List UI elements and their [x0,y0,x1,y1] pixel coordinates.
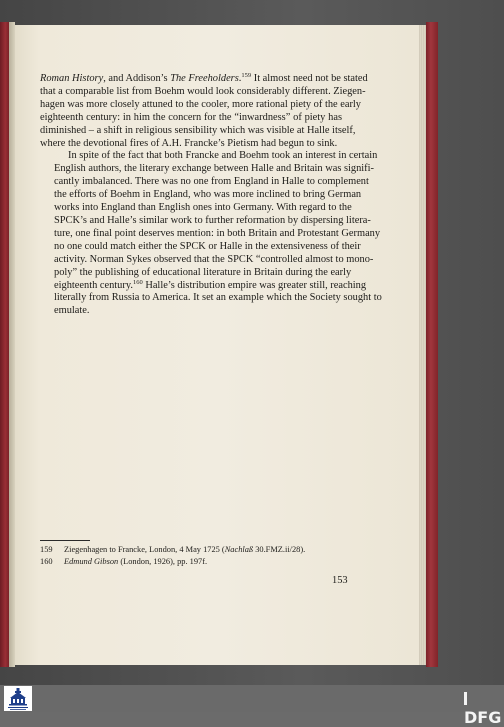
text-run: eighteenth century: in him the concern for the “inwardness” of piety has [40,111,342,123]
text-run: the efforts of Boehm in England, who was more inclined to bring German [54,189,362,201]
text-line [40,253,374,267]
book-spine [0,22,9,667]
italic-text: The Freeholders [170,73,239,84]
body-text [40,72,382,318]
footnote-rule [40,540,90,541]
text-line [40,189,362,202]
italic-text: Nachlaß [224,545,254,554]
paragraph [40,150,382,318]
text-run: hagen was more closely attuned to the cooler, more rational piety of the early [40,98,361,110]
text-line [40,305,342,318]
footnote [40,556,342,568]
text-run: It almost need not be stated [251,73,368,84]
paragraph [40,72,368,150]
text-run: emulate. [54,305,90,317]
text-run: Halle’s distribution empire was greater still, reaching [142,279,367,291]
text-line [40,163,374,176]
footnote-text [64,556,207,568]
franckesche-stiftungen-logo-icon [4,686,32,711]
book-cover-edge [426,22,438,667]
text-run: no one could match either the SPCK or Halle in the extensiveness of their [54,240,361,252]
text-line [40,214,371,228]
footnote [40,544,342,556]
text-run: that a comparable list from Boehm would look considerably different. Ziegen- [40,85,366,97]
text-run: where the devotional fires of A.H. Francke’s Pietism had begun to sink. [40,137,338,149]
footnote-number: 160 [40,557,53,566]
text-line [40,176,369,189]
text-run: , and Addison’s [103,73,171,84]
text-line [40,292,382,305]
italic-text: Edmund Gibson [64,557,119,566]
footnote-marker: 159 [241,72,252,79]
text-run: activity. Norman Sykes observed that the SPCK “controlled almost to mono- [54,253,374,265]
text-run: English authors, the literary exchange between Halle and Britain was signifi- [54,163,374,175]
text-run: In spite of the fact that both Francke and Boehm took an interest in certain [68,150,378,162]
footnote-text [64,544,305,556]
text-run: (London, 1926), pp. 197f. [118,557,208,566]
text-run: Ziegenhagen to Francke, London, 4 May 1725 ( [64,545,225,554]
footnote-marker: 160 [132,278,143,286]
text-line [40,266,352,280]
viewer-bottom-bar [0,685,504,712]
text-line [40,227,381,241]
text-line [40,124,356,138]
text-line [40,150,378,163]
footnote-number: 159 [40,545,53,554]
text-line [40,240,361,254]
footnotes [40,544,342,568]
text-run: eighteenth century. [54,279,133,291]
text-run: 30.FMZ.ii/28). [253,545,306,554]
text-run: ture, one final point deserves mention: in both Britain and Protestant Germany [54,227,381,239]
text-line [40,112,342,125]
page-edges [418,25,426,665]
text-line [40,278,367,293]
dfg-logo: DFG [464,689,504,727]
text-run: SPCK’s and Halle’s similar work to further reformation by dispersing litera- [54,214,371,226]
text-line [40,202,352,215]
text-line [40,72,368,86]
text-run: . [238,73,242,84]
text-line [40,85,366,99]
text-run: cantly imbalanced. There was no one from England in Halle to complement [54,176,369,188]
text-line [40,98,361,112]
italic-text: Roman History [40,73,104,84]
text-run: literally from Russia to America. It set an example which the Society sought to [54,292,382,304]
text-line [40,138,342,151]
text-run: diminished – a shift in religious sensibility which was visible at Halle itself, [40,124,356,136]
text-run: poly” the publishing of educational literature in Britain during the early [54,266,352,278]
text-run: works into England than English ones into Germany. With regard to the [54,202,352,214]
page-number: 153 [332,575,348,586]
